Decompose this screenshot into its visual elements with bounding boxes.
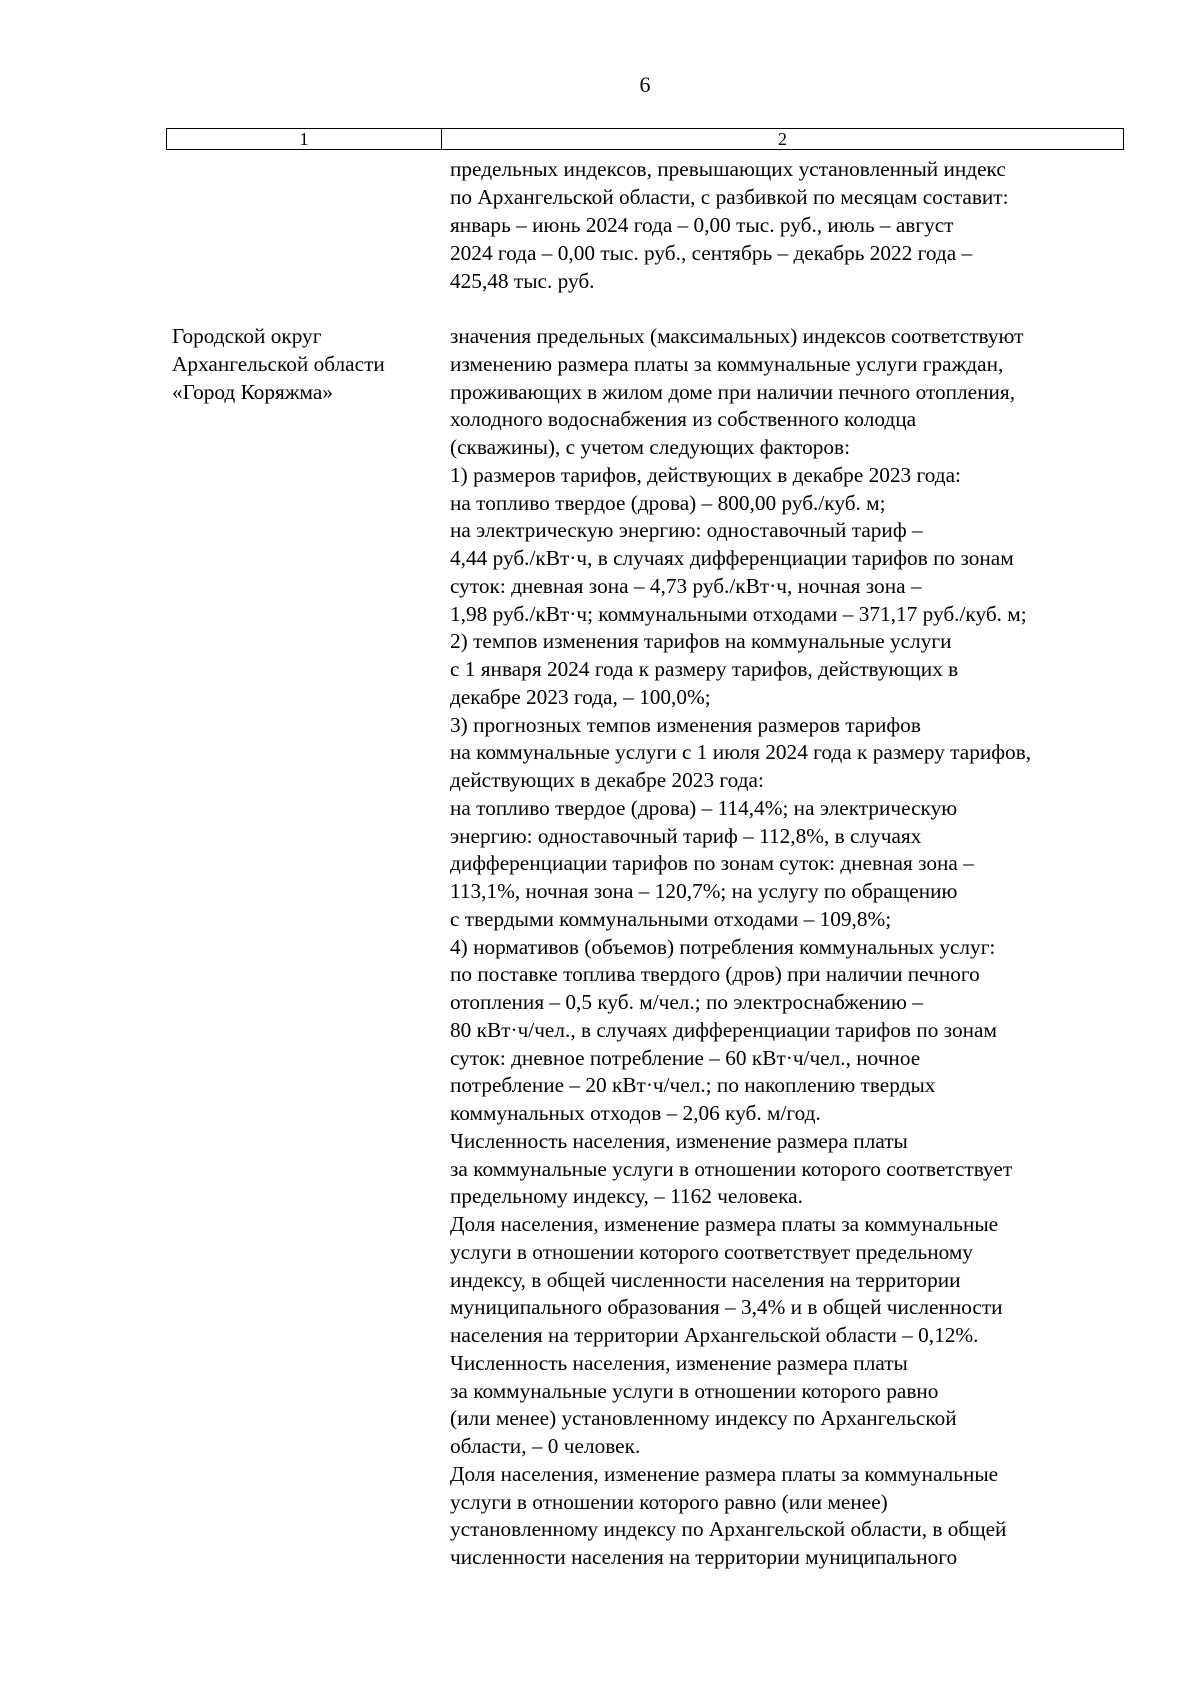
description-line: Доля населения, изменение размера платы за коммунальные <box>450 1212 999 1236</box>
description-line: установленному индексу по Архангельской области, в общей <box>450 1517 1007 1542</box>
description-line: 80 кВт·ч/чел., в случаях дифференциации тарифов по зонам <box>450 1017 997 1042</box>
description-line: 4) нормативов (объемов) потребления коммунальных услуг: <box>450 934 996 959</box>
description-line: 113,1%, ночная зона – 120,7%; на услугу по обращению <box>450 879 958 903</box>
description-line: (или менее) установленному индексу по Архангельской <box>450 1406 957 1431</box>
description-line: проживающих в жилом доме при наличии печного отопления, <box>450 379 1016 404</box>
description-line: коммунальных отходов – 2,06 куб. м/год. <box>450 1101 821 1125</box>
description-line: численности населения на территории муниципального <box>450 1545 958 1569</box>
description-line: энергию: одноставочный тариф – 112,8%, в случаях <box>450 823 922 848</box>
description-line: Доля населения, изменение размера платы за коммунальные <box>450 1461 999 1486</box>
description-line: 1) размеров тарифов, действующих в декабре 2023 года: <box>450 462 961 487</box>
description-line: отопления – 0,5 куб. м/чел.; по электроснабжению – <box>450 990 923 1014</box>
description-line: 3) прогнозных темпов изменения размеров тарифов <box>450 712 921 737</box>
description-line: населения на территории Архангельской области – 0,12%. <box>450 1323 979 1347</box>
description-line: по поставке топлива твердого (дров) при наличии печного <box>450 962 980 987</box>
table-header-col-1: 1 <box>167 129 442 149</box>
description-line: с 1 января 2024 года к размеру тарифов, действующих в <box>450 657 959 681</box>
continuation-line: 2024 года – 0,00 тыс. руб., сентябрь – декабрь 2022 года – <box>450 241 973 265</box>
description-line: действующих в декабре 2023 года: <box>450 768 764 792</box>
continuation-line: 425,48 тыс. руб. <box>450 269 595 293</box>
description-line: Численность населения, изменение размера платы <box>450 1128 908 1153</box>
municipality-line: «Город Коряжма» <box>172 380 333 404</box>
table-header-col-2: 2 <box>778 129 787 149</box>
description-line: за коммунальные услуги в отношении которого соответствует <box>450 1156 1013 1181</box>
description-line: суток: дневное потребление – 60 кВт·ч/чел., ночное <box>450 1045 921 1070</box>
description-line: области, – 0 человек. <box>450 1434 641 1458</box>
description-line: муниципального образования – 3,4% и в общей численности <box>450 1295 1003 1320</box>
continuation-line: предельных индексов, превышающих установленный индекс <box>450 157 1006 181</box>
description-line: значения предельных (максимальных) индексов соответствуют <box>450 324 1024 348</box>
description-line: 2) темпов изменения тарифов на коммунальные услуги <box>450 629 952 654</box>
table-header-row <box>166 128 1124 150</box>
description-line: изменению размера платы за коммунальные услуги граждан, <box>450 351 1004 376</box>
description-line: услуги в отношении которого соответствует предельному <box>450 1239 973 1264</box>
continuation-line: по Архангельской области, с разбивкой по месяцам составит: <box>450 185 1009 209</box>
description-line: на коммунальные услуги с 1 июля 2024 года к размеру тарифов, <box>450 740 1032 765</box>
description-line: 1,98 руб./кВт·ч; коммунальными отходами – 371,17 руб./куб. м; <box>450 601 1027 626</box>
municipality-line: Городской округ <box>172 324 322 348</box>
description-line: на топливо твердое (дрова) – 800,00 руб./куб. м; <box>450 490 886 515</box>
continuation-line: январь – июнь 2024 года – 0,00 тыс. руб., июль – август <box>450 213 954 237</box>
page-number: 6 <box>639 72 651 97</box>
description-line: холодного водоснабжения из собственного колодца <box>450 407 917 432</box>
municipality-line: Архангельской области <box>172 352 385 376</box>
description-line: услуги в отношении которого равно (или менее) <box>450 1489 888 1514</box>
description-line: 4,44 руб./кВт·ч, в случаях дифференциации тарифов по зонам <box>450 546 1014 570</box>
description-line: суток: дневная зона – 4,73 руб./кВт·ч, ночная зона – <box>450 573 922 598</box>
description-line: декабре 2023 года, – 100,0%; <box>450 684 711 709</box>
description-line: с твердыми коммунальными отходами – 109,8%; <box>450 906 892 931</box>
description-line: предельному индексу, – 1162 человека. <box>450 1184 803 1209</box>
description-line: дифференциации тарифов по зонам суток: дневная зона – <box>450 851 974 876</box>
description-line: Численность населения, изменение размера платы <box>450 1350 908 1375</box>
description-line: на электрическую энергию: одноставочный тариф – <box>450 518 923 543</box>
description-line: потребление – 20 кВт·ч/чел.; по накоплению твердых <box>450 1073 936 1098</box>
description-line: на топливо твердое (дрова) – 114,4%; на электрическую <box>450 795 958 820</box>
description-line: за коммунальные услуги в отношении которого равно <box>450 1378 939 1403</box>
description-line: индексу, в общей численности населения на территории <box>450 1267 961 1292</box>
description-line: (скважины), с учетом следующих факторов: <box>450 435 851 459</box>
